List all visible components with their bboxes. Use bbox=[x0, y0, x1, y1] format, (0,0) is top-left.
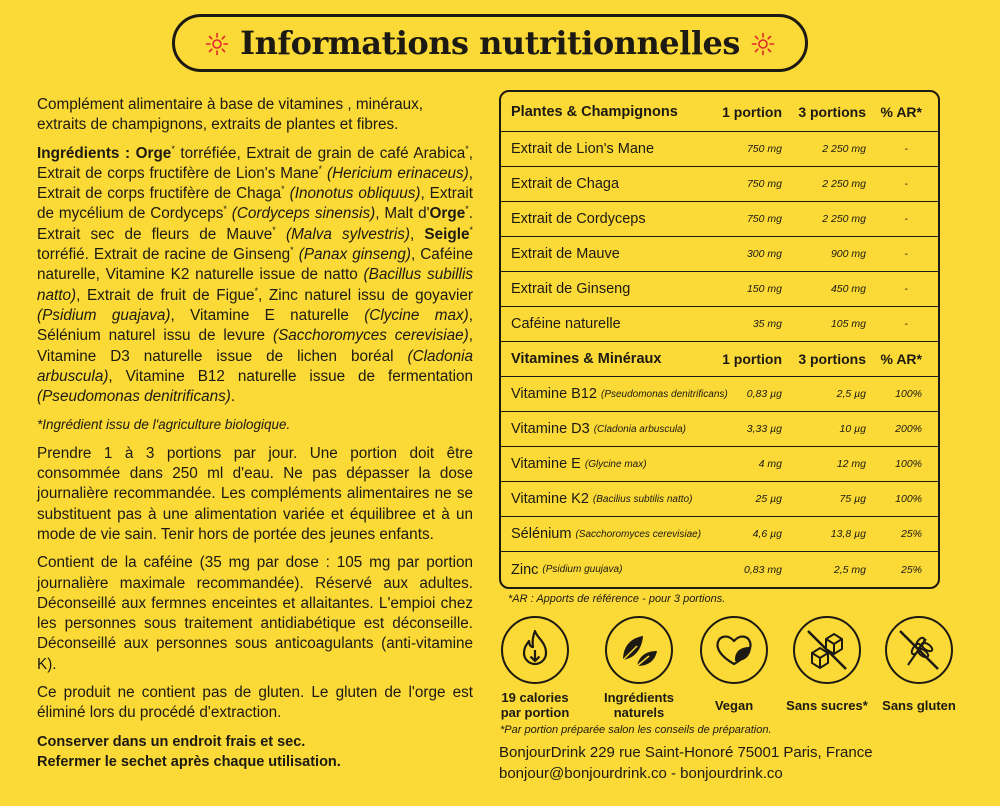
value-3-portions-text: 450 mg bbox=[830, 283, 866, 295]
caffeine-warning: Contient de la caféine (35 mg par dose : 105 mg par portion journalière maximale recommandée). Réservé aux adultes. Déconseillé aux fermnes enceintes et allaitantes. L'empioi chez les personnes sous traitement antidiabétique est déconseille. Déconseillé aux personnes sous anticoagulants (anti-vitamine K). bbox=[37, 554, 473, 673]
value-ar-text: - bbox=[904, 318, 908, 330]
nutrient-name bbox=[511, 517, 701, 551]
ingredient-segment: Seigle bbox=[424, 225, 470, 243]
ingredient-segment: (Cordyceps sinensis) bbox=[231, 205, 376, 223]
ingredient-segment: (Clycine max) bbox=[364, 306, 469, 324]
badge-no-sugar bbox=[782, 616, 872, 713]
value-3-portions bbox=[834, 552, 866, 587]
ingredients-text bbox=[37, 144, 473, 408]
intro-text: Complément alimentaire à base de vitamines , minéraux, extraits de champignons, extraits de plantes et fibres. bbox=[37, 96, 423, 134]
badge-vegan bbox=[689, 616, 779, 713]
table-header-cell bbox=[722, 92, 782, 131]
ingredient-segment: (Cladonia arbuscula) bbox=[37, 347, 473, 385]
ingredient-segment: , Extrait de corps fructifère de Chaga bbox=[37, 164, 474, 203]
value-3-portions bbox=[840, 482, 867, 516]
product-description bbox=[37, 95, 473, 772]
nutrient-name bbox=[511, 132, 654, 166]
value-ar bbox=[895, 412, 922, 446]
source-text: (Bacilius subtilis natto) bbox=[592, 493, 693, 505]
table-header-cell-text: 1 portion bbox=[722, 103, 782, 120]
value-ar bbox=[905, 307, 909, 341]
nutrition-table bbox=[499, 90, 940, 589]
nutrient-name bbox=[511, 237, 620, 271]
value-1-portion bbox=[747, 132, 782, 166]
table-header-cell-text: % AR* bbox=[880, 103, 922, 120]
source-text: (Cladonia arbuscula) bbox=[593, 423, 686, 435]
sun-icon bbox=[751, 32, 775, 56]
nutrient-name-text: Vitamine K2 bbox=[511, 491, 589, 507]
storage-line: Conserver dans un endroit frais et sec. bbox=[37, 733, 306, 750]
value-1-portion-text: 150 mg bbox=[746, 283, 782, 295]
value-3-portions bbox=[831, 517, 866, 551]
nutrient-name bbox=[511, 377, 728, 411]
ingredient-segment: * bbox=[465, 204, 469, 215]
value-1-portion bbox=[747, 202, 782, 236]
value-3-portions-text: 2,5 µg bbox=[836, 388, 866, 400]
value-ar bbox=[905, 272, 909, 306]
sun-icon bbox=[205, 32, 229, 56]
title-banner bbox=[172, 14, 808, 72]
value-ar-text: - bbox=[904, 178, 908, 190]
ingredient-segment: . Extrait sec de fleurs de Mauve bbox=[37, 205, 473, 243]
table-header-cell-text: % AR* bbox=[880, 351, 922, 367]
no-sugar-icon bbox=[802, 625, 852, 675]
value-3-portions-text: 75 µg bbox=[839, 493, 866, 505]
ingredient-segment: , Zinc naturel issu de goyavier bbox=[258, 286, 473, 304]
value-ar-text: 100% bbox=[895, 458, 922, 470]
ingredient-segment: (Inonotus obliquus) bbox=[289, 185, 421, 203]
badge-label: Sans gluten bbox=[882, 698, 956, 713]
nutrient-name bbox=[511, 482, 692, 516]
value-1-portion bbox=[747, 377, 782, 411]
ingredient-segment: (Panax ginseng) bbox=[298, 246, 411, 264]
table-row bbox=[501, 517, 938, 552]
value-ar-text: - bbox=[904, 283, 908, 295]
value-1-portion-text: 35 mg bbox=[752, 318, 782, 330]
source-text: (Sacchoromyces cerevisiae) bbox=[575, 528, 702, 540]
nutrient-name-text: Extrait de Cordyceps bbox=[511, 211, 646, 227]
ingredient-segment: torréfiée, Extrait de grain de café Arabica bbox=[174, 144, 466, 162]
value-ar bbox=[905, 237, 909, 271]
nutrient-name-text: Extrait de Lion's Mane bbox=[511, 141, 655, 157]
leaves-icon bbox=[617, 630, 661, 670]
value-1-portion bbox=[744, 552, 782, 587]
flame-icon bbox=[515, 628, 555, 672]
value-ar-text: - bbox=[904, 213, 908, 225]
ingredient-segment: (Pseudomonas denitrificans) bbox=[37, 388, 231, 406]
nutrient-name bbox=[511, 552, 622, 587]
ingredient-segment: * bbox=[223, 204, 227, 215]
table-row bbox=[501, 552, 938, 587]
table-header bbox=[501, 342, 938, 377]
table-header-cell bbox=[881, 92, 923, 131]
badge-label: 19 calories par portion bbox=[500, 690, 570, 720]
storage-instructions bbox=[37, 732, 473, 773]
value-3-portions-text: 2,5 mg bbox=[833, 563, 866, 576]
value-ar-text: - bbox=[904, 143, 908, 155]
nutrient-name-text: Zinc bbox=[511, 561, 539, 578]
table-row bbox=[501, 272, 938, 307]
ingredient-segment: (Malva sylvestris) bbox=[285, 225, 411, 243]
heart-leaf-icon bbox=[712, 630, 756, 670]
nutrient-name-text: Vitamine B12 bbox=[511, 386, 597, 402]
usage-text: Prendre 1 à 3 portions par jour. Une portion doit être consommée dans 250 ml d'eau. Ne pas dépasser la dose journalière recommandée. Les compléments alimentaires ne se substituent pas à une alimentation variée et équilibree et à un mode de vie sain. Tenir hors de portée des jeunes enfants. bbox=[37, 444, 473, 543]
nutrient-name bbox=[511, 307, 621, 341]
address-line: BonjourDrink 229 rue Saint-Honoré 75001 Paris, France bbox=[499, 744, 873, 761]
table-row bbox=[501, 202, 938, 237]
ingredient-segment: * bbox=[465, 143, 469, 154]
table-row bbox=[501, 307, 938, 342]
badge-no-gluten bbox=[874, 616, 964, 713]
value-1-portion bbox=[759, 447, 782, 481]
value-1-portion bbox=[756, 482, 783, 516]
ingredient-segment bbox=[276, 226, 286, 243]
no-gluten-icon bbox=[894, 625, 944, 675]
value-ar-text: 200% bbox=[895, 423, 922, 435]
ingredient-segment: * bbox=[171, 143, 175, 154]
nutrient-name-text: Extrait de Mauve bbox=[511, 246, 620, 262]
source-text: (Glycine max) bbox=[584, 458, 647, 470]
table-row bbox=[501, 447, 938, 482]
value-3-portions-text: 13,8 µg bbox=[830, 528, 866, 540]
value-3-portions bbox=[822, 167, 866, 201]
ingredient-segment: (Bacillus subillis natto) bbox=[37, 266, 473, 304]
nutrient-name-text: Sélénium bbox=[511, 526, 572, 542]
ingredient-segment: torréfié. Extrait de racine de Ginseng bbox=[37, 246, 291, 264]
table-header-cell bbox=[722, 342, 782, 376]
value-3-portions-text: 2 250 mg bbox=[822, 178, 866, 190]
ingredient-segment: , bbox=[410, 225, 425, 243]
value-1-portion-text: 0,83 µg bbox=[746, 388, 782, 400]
value-1-portion bbox=[747, 237, 782, 271]
company-address bbox=[499, 742, 873, 784]
table-header-cell bbox=[511, 92, 678, 131]
value-1-portion-text: 3,33 µg bbox=[746, 423, 782, 435]
value-ar bbox=[895, 447, 922, 481]
value-ar bbox=[905, 132, 909, 166]
value-1-portion-text: 25 µg bbox=[755, 493, 782, 505]
table-row bbox=[501, 377, 938, 412]
value-ar bbox=[895, 482, 922, 516]
value-1-portion bbox=[747, 272, 782, 306]
value-1-portion-text: 750 mg bbox=[746, 143, 782, 155]
value-3-portions-text: 12 mg bbox=[836, 458, 866, 470]
nutrient-name-text: Extrait de Ginseng bbox=[511, 281, 631, 297]
ingredient-segment: , Vitamine B12 naturelle issue de fermentation bbox=[108, 367, 473, 385]
ar-note: *AR : Apports de référence - pour 3 portions. bbox=[508, 593, 726, 605]
value-1-portion-text: 750 mg bbox=[746, 178, 782, 190]
ingredient-segment: * bbox=[318, 163, 323, 174]
value-ar bbox=[905, 202, 909, 236]
ingredient-segment: * bbox=[254, 285, 259, 296]
value-ar bbox=[895, 377, 922, 411]
nutrient-name-text: Vitamine E bbox=[511, 456, 581, 472]
page-title: Informations nutritionnelles bbox=[240, 24, 740, 62]
ingredient-segment: (Psidium guajava) bbox=[37, 306, 171, 324]
contact-line: bonjour@bonjourdrink.co - bonjourdrink.co bbox=[499, 765, 783, 782]
value-3-portions bbox=[837, 447, 866, 481]
nutrient-name bbox=[511, 272, 630, 306]
value-1-portion-text: 300 mg bbox=[746, 248, 782, 260]
ingredient-segment: * bbox=[281, 184, 285, 195]
table-header-cell-text: 3 portions bbox=[798, 103, 866, 120]
ingredient-segment: * bbox=[469, 224, 473, 235]
nutrient-name bbox=[511, 412, 686, 446]
badge-label: Ingrédients naturels bbox=[603, 690, 675, 720]
table-header-cell-text: Plantes & Champignons bbox=[511, 103, 678, 120]
ingredient-segment: * bbox=[290, 244, 294, 255]
value-3-portions bbox=[837, 377, 866, 411]
value-ar-text: 25% bbox=[900, 563, 922, 576]
value-ar-text: 25% bbox=[900, 528, 922, 540]
value-1-portion bbox=[747, 412, 782, 446]
nutrient-name bbox=[511, 202, 646, 236]
value-ar bbox=[905, 167, 909, 201]
gluten-text: Ce produit ne contient pas de gluten. Le gluten de l'orge est éliminé lors du procédé d'extraction. bbox=[37, 684, 473, 722]
value-1-portion bbox=[753, 517, 782, 551]
ingredient-segment: , Caféine naturelle, Vitamine K2 naturelle issue de natto bbox=[37, 246, 473, 284]
badge-label: Sans sucres* bbox=[786, 698, 868, 713]
table-header-cell bbox=[798, 92, 866, 131]
ingredient-segment: , Vitamine E naturelle bbox=[170, 306, 365, 324]
table-header-cell bbox=[881, 342, 923, 376]
ingredient-segment: (Sacchoromyces cerevisiae) bbox=[272, 327, 469, 345]
value-1-portion bbox=[747, 167, 782, 201]
value-1-portion-text: 4 mg bbox=[758, 458, 782, 470]
value-3-portions bbox=[840, 412, 867, 446]
badge-calories bbox=[490, 616, 580, 720]
value-3-portions bbox=[822, 202, 866, 236]
nutrient-name bbox=[511, 167, 619, 201]
table-row bbox=[501, 167, 938, 202]
nutrient-name-text: Caféine naturelle bbox=[511, 316, 621, 332]
value-3-portions bbox=[831, 272, 866, 306]
ingredient-segment: , Vitamine D3 naturelle issue de lichen boréal bbox=[37, 327, 473, 365]
value-3-portions bbox=[831, 237, 866, 271]
nutrient-name-text: Extrait de Chaga bbox=[511, 176, 620, 192]
value-ar-text: - bbox=[904, 248, 908, 260]
ingredient-segment: Orge bbox=[429, 205, 466, 223]
ingredient-segment: * bbox=[272, 224, 276, 235]
value-1-portion-text: 750 mg bbox=[746, 213, 782, 225]
value-1-portion bbox=[753, 307, 782, 341]
table-row bbox=[501, 482, 938, 517]
nutrient-name bbox=[511, 447, 647, 481]
ingredient-segment: , Malt d' bbox=[375, 205, 430, 223]
table-header-cell-text: 3 portions bbox=[798, 351, 866, 367]
value-3-portions-text: 105 mg bbox=[830, 318, 866, 330]
table-row bbox=[501, 237, 938, 272]
badge-natural bbox=[594, 616, 684, 720]
table-header-cell bbox=[798, 342, 866, 376]
table-header bbox=[501, 92, 938, 132]
value-ar-text: 100% bbox=[895, 493, 922, 505]
value-3-portions-text: 2 250 mg bbox=[822, 213, 866, 225]
value-3-portions-text: 10 µg bbox=[839, 423, 866, 435]
ingredient-segment: , Sélénium naturel issu de levure bbox=[37, 306, 474, 345]
storage-line: Refermer le sechet après chaque utilisation. bbox=[37, 753, 341, 770]
ingredient-segment: . bbox=[230, 388, 236, 406]
preparation-note: *Par portion préparée salon les conseils de préparation. bbox=[500, 724, 772, 736]
value-3-portions-text: 2 250 mg bbox=[822, 143, 866, 155]
value-ar bbox=[901, 517, 922, 551]
source-text: (Pseudomonas denitrificans) bbox=[600, 388, 728, 400]
table-row bbox=[501, 412, 938, 447]
value-3-portions bbox=[831, 307, 866, 341]
ingredient-segment: Ingrédients : Orge bbox=[37, 144, 172, 162]
value-ar-text: 100% bbox=[895, 388, 922, 400]
ingredient-segment: (Hericium erinaceus) bbox=[326, 164, 469, 182]
badge-label: Vegan bbox=[714, 698, 754, 713]
value-1-portion-text: 4,6 µg bbox=[752, 528, 782, 540]
ingredient-segment: , Extrait de corps fructifère de Lion's Mane bbox=[37, 144, 473, 182]
table-header-cell-text: 1 portion bbox=[722, 351, 782, 367]
table-row bbox=[501, 132, 938, 167]
nutrient-name-text: Vitamine D3 bbox=[511, 421, 590, 437]
ingredient-segment: , Extrait de mycélium de Cordyceps bbox=[37, 185, 474, 223]
value-3-portions-text: 900 mg bbox=[830, 248, 866, 260]
value-1-portion-text: 0,83 mg bbox=[744, 563, 782, 576]
value-ar bbox=[901, 552, 922, 587]
ingredient-segment: , Extrait de fruit de Figue bbox=[76, 286, 255, 304]
value-3-portions bbox=[822, 132, 866, 166]
table-header-cell bbox=[511, 342, 661, 376]
table-header-cell-text: Vitamines & Minéraux bbox=[511, 351, 662, 367]
source-text: (Psidium guujava) bbox=[542, 564, 623, 575]
organic-note: *Ingrédient issu de l'agriculture biologique. bbox=[37, 417, 291, 433]
